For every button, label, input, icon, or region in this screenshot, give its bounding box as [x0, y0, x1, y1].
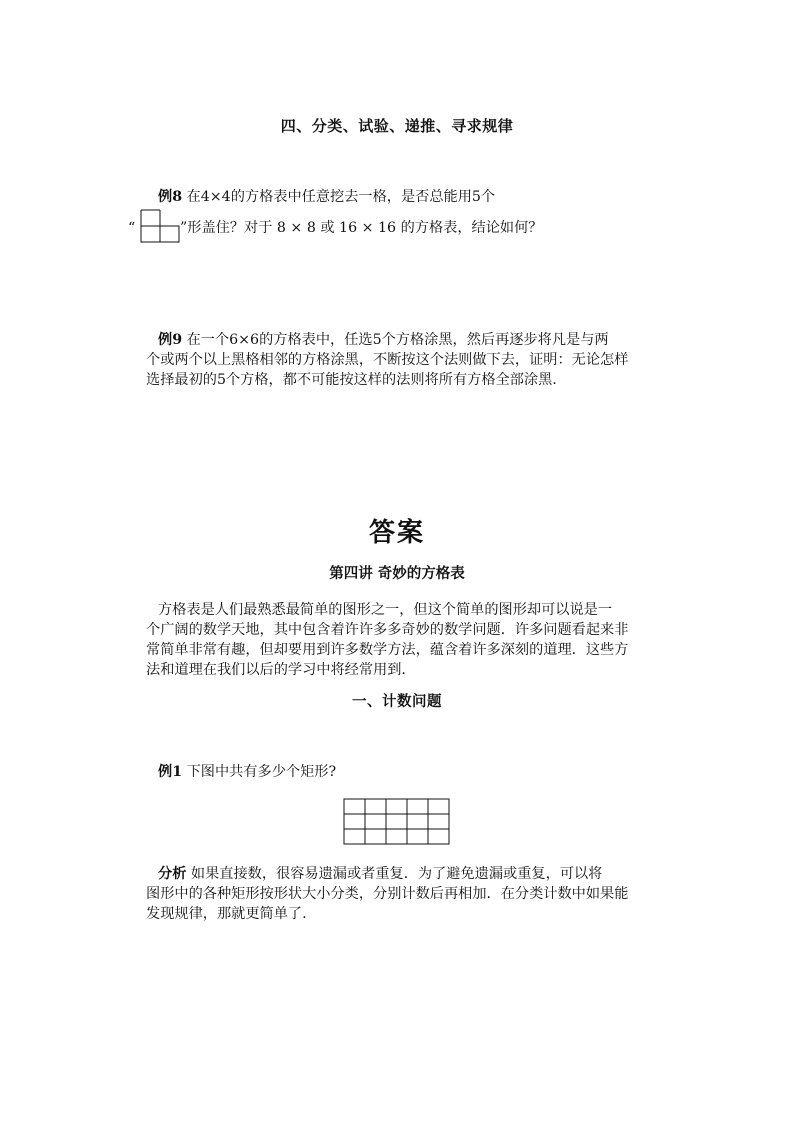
- example-label: 例9: [158, 332, 183, 348]
- example-text: 下图中共有多少个矩形?: [186, 764, 337, 780]
- analysis-label: 分析: [158, 866, 187, 882]
- intro-line4: 法和道理在我们以后的学习中将经常用到.: [146, 662, 406, 678]
- section-title: 四、分类、试验、递推、寻求规律: [280, 117, 514, 135]
- lecture-title: 第四讲 奇妙的方格表: [329, 565, 465, 582]
- grid-cell: [428, 829, 449, 844]
- grid-cell: [365, 814, 386, 829]
- section-1-title: 一、计数问题: [352, 693, 442, 710]
- grid-cell: [344, 799, 365, 814]
- grid-cell: [365, 829, 386, 844]
- intro-line3: 常简单非常有趣，但却要用到许多数学方法，蕴含着许多深刻的道理．这些方: [146, 642, 629, 658]
- example-label: 例1: [158, 764, 183, 780]
- analysis-line2: 图形中的各种矩形按形状大小分类，分别计数后再相加．在分类计数中如果能: [146, 886, 629, 902]
- grid-cell: [386, 829, 407, 844]
- intro-line2: 个广阔的数学天地，其中包含着许许多多奇妙的数学问题．许多问题看起来非: [146, 622, 629, 638]
- grid-cell: [344, 829, 365, 844]
- grid-cell: [365, 799, 386, 814]
- example-text: 在4×4的方格表中任意挖去一格，是否总能用5个: [186, 189, 496, 205]
- grid-cell: [428, 814, 449, 829]
- example-8-line1: [158, 187, 495, 207]
- analysis-line1: [158, 864, 602, 884]
- analysis-line3: 发现规律，那就更简单了.: [146, 906, 307, 922]
- domino-shape-icon: [140, 208, 182, 244]
- example-8-quote-open: “: [128, 220, 136, 236]
- grid-cell: [344, 814, 365, 829]
- intro-line1: 方格表是人们最熟悉最简单的图形之一，但这个简单的图形却可以说是一: [158, 602, 613, 618]
- rectangle-grid-figure: [343, 798, 451, 846]
- answer-title: 答案: [368, 518, 425, 548]
- grid-cell: [407, 799, 428, 814]
- example-9-line1: [158, 330, 609, 350]
- grid-cell: [386, 799, 407, 814]
- example-label: 例8: [158, 189, 183, 205]
- example-9-line2: 个或两个以上黑格相邻的方格涂黑，不断按这个法则做下去，证明：无论怎样: [146, 352, 629, 368]
- example-9-line3: 选择最初的5个方格，都不可能按这样的法则将所有方格全部涂黑.: [146, 372, 557, 388]
- example-text: 在一个6×6的方格表中，任选5个方格涂黑，然后再逐步将凡是与两: [186, 332, 609, 348]
- analysis-text: 如果直接数，很容易遗漏或者重复．为了避免遗漏或重复，可以将: [190, 866, 603, 882]
- grid-cell: [386, 814, 407, 829]
- grid-cell: [428, 799, 449, 814]
- grid-cell: [407, 814, 428, 829]
- example-8-line2: ”形盖住？对于 8 × 8 或 16 × 16 的方格表，结论如何？: [180, 220, 543, 236]
- grid-cell: [407, 829, 428, 844]
- example-1-line: [158, 762, 336, 782]
